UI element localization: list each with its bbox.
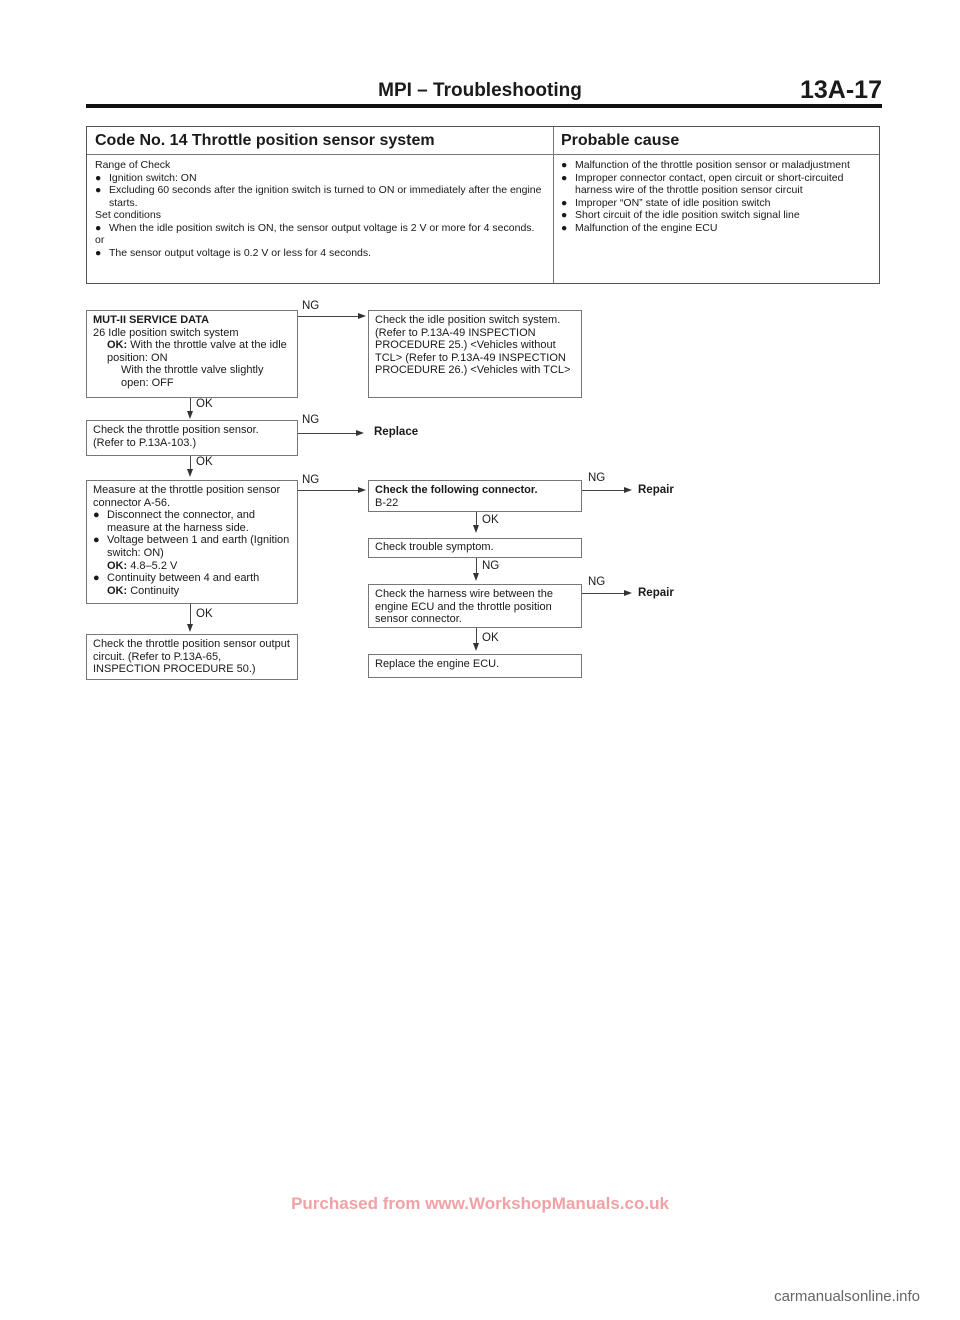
range-heading: Range of Check bbox=[95, 159, 171, 171]
mut-service-data-box bbox=[86, 310, 298, 398]
range-of-check-cell bbox=[95, 159, 547, 259]
arrow-head bbox=[473, 643, 479, 651]
cause-item: ● Improper “ON” state of idle position switch bbox=[561, 196, 771, 209]
measure-box bbox=[86, 480, 298, 604]
repair-label: Repair bbox=[638, 484, 674, 496]
harness-text: Check the harness wire between the engine ECU and the throttle position sensor connector. bbox=[375, 588, 553, 626]
repair-label: Repair bbox=[638, 587, 674, 599]
ng-label: NG bbox=[588, 576, 606, 588]
arrow-line bbox=[190, 604, 191, 624]
arrow-head bbox=[358, 487, 366, 493]
tps-check-box bbox=[86, 420, 298, 456]
probable-cause-title: Probable cause bbox=[553, 127, 879, 155]
ng-label: NG bbox=[482, 560, 500, 572]
or-text: or bbox=[95, 234, 105, 246]
purchase-watermark: Purchased from www.WorkshopManuals.co.uk bbox=[291, 1194, 669, 1213]
arrow-line bbox=[190, 456, 191, 470]
replace-label: Replace bbox=[374, 426, 419, 438]
trouble-symptom-box bbox=[368, 538, 582, 558]
ng-label: NG bbox=[302, 474, 320, 486]
measure-item: ● Disconnect the connector, and measure at the harness side. bbox=[93, 509, 255, 534]
connector-id: B-22 bbox=[375, 496, 399, 509]
mut-ok-text-2: With the throttle valve slightly open: OFF bbox=[121, 364, 264, 389]
arrow-head bbox=[187, 624, 193, 632]
ok-label: OK bbox=[482, 514, 499, 526]
replace-ecu-box bbox=[368, 654, 582, 678]
arrow-line bbox=[298, 433, 356, 434]
range-item: ● Ignition switch: ON bbox=[95, 171, 197, 184]
replace-ecu-text: Replace the engine ECU. bbox=[375, 658, 500, 670]
page-number: 13A-17 bbox=[800, 76, 882, 104]
arrow-line bbox=[476, 628, 477, 644]
set-item: ● The sensor output voltage is 0.2 V or less for 4 seconds. bbox=[95, 246, 372, 259]
arrow-head bbox=[624, 590, 632, 596]
ng-label: NG bbox=[302, 300, 320, 312]
measure-item: ● Continuity between 4 and earth bbox=[93, 572, 260, 585]
ok-label: OK bbox=[196, 398, 213, 410]
ok-label: OK bbox=[196, 608, 213, 620]
measure-line: Measure at the throttle position sensor connector A-56. bbox=[93, 484, 281, 509]
arrow-line bbox=[476, 512, 477, 526]
cause-item: ● Short circuit of the idle position switch signal line bbox=[561, 209, 800, 221]
header-rule bbox=[86, 104, 882, 108]
arrow-head bbox=[358, 313, 366, 319]
measure-ok-line: OK: Continuity bbox=[107, 584, 180, 597]
probable-cause-cell bbox=[561, 159, 873, 234]
arrow-head bbox=[187, 411, 193, 419]
ok-label: OK: bbox=[107, 339, 128, 352]
connector-title: Check the following connector. bbox=[375, 484, 538, 496]
mut-ok-line bbox=[93, 339, 291, 364]
idle-switch-check-box bbox=[368, 310, 582, 398]
output-circuit-box bbox=[86, 634, 298, 680]
cause-item: ● Malfunction of the engine ECU bbox=[561, 221, 718, 234]
set-item: ● When the idle position switch is ON, the sensor output voltage is 2 V or more for 4 seconds. bbox=[95, 221, 535, 234]
arrow-head bbox=[187, 469, 193, 477]
arrow-line bbox=[190, 398, 191, 412]
cause-item: ● Improper connector contact, open circuit or short-circuited harness wire of the throttle position sensor circuit bbox=[561, 171, 844, 196]
measure-item: ● Voltage between 1 and earth (Ignition switch: ON) bbox=[93, 534, 290, 559]
code-title: Code No. 14 Throttle position sensor system bbox=[87, 127, 553, 155]
ok-label: OK bbox=[482, 632, 499, 644]
mut-item: 26 Idle position switch system bbox=[93, 326, 239, 339]
ng-label: NG bbox=[302, 414, 320, 426]
trouble-text: Check trouble symptom. bbox=[375, 541, 494, 553]
idle-check-text: Check the idle position switch system. (Refer to P.13A-49 INSPECTION PROCEDURE 25.) <Vehicles without TCL> (Refer to P.13A-49 INSPECTION PROCEDURE 26.) <Vehicles with TCL> bbox=[375, 314, 571, 377]
arrow-line bbox=[582, 490, 624, 491]
arrow-line bbox=[298, 490, 358, 491]
arrow-head bbox=[624, 487, 632, 493]
ok-label: OK bbox=[196, 456, 213, 468]
ng-label: NG bbox=[588, 472, 606, 484]
arrow-head bbox=[473, 573, 479, 581]
arrow-line bbox=[476, 558, 477, 574]
code-table bbox=[86, 126, 880, 284]
mut-title: MUT-II SERVICE DATA bbox=[93, 314, 210, 326]
connector-check-box bbox=[368, 480, 582, 512]
mut-ok-text-1: With the throttle valve at the idle position: ON bbox=[107, 339, 287, 364]
arrow-line bbox=[582, 593, 624, 594]
tps-check-text: Check the throttle position sensor. (Refer to P.13A-103.) bbox=[93, 424, 259, 449]
page-title: MPI – Troubleshooting bbox=[378, 80, 582, 101]
column-divider bbox=[553, 127, 554, 283]
range-item: ● Excluding 60 seconds after the ignition switch is turned to ON or immediately after the engine starts. bbox=[95, 184, 542, 209]
site-watermark: carmanualsonline.info bbox=[774, 1288, 920, 1305]
arrow-line bbox=[298, 316, 358, 317]
output-check-text: Check the throttle position sensor output circuit. (Refer to P.13A-65, INSPECTION PROCEDURE 50.) bbox=[93, 638, 290, 676]
arrow-head bbox=[473, 525, 479, 533]
set-conditions-heading: Set conditions bbox=[95, 209, 161, 221]
cause-item: ● Malfunction of the throttle position sensor or maladjustment bbox=[561, 159, 850, 171]
harness-check-box bbox=[368, 584, 582, 628]
arrow-head bbox=[356, 430, 364, 436]
measure-ok-line: OK: 4.8–5.2 V bbox=[107, 559, 178, 572]
